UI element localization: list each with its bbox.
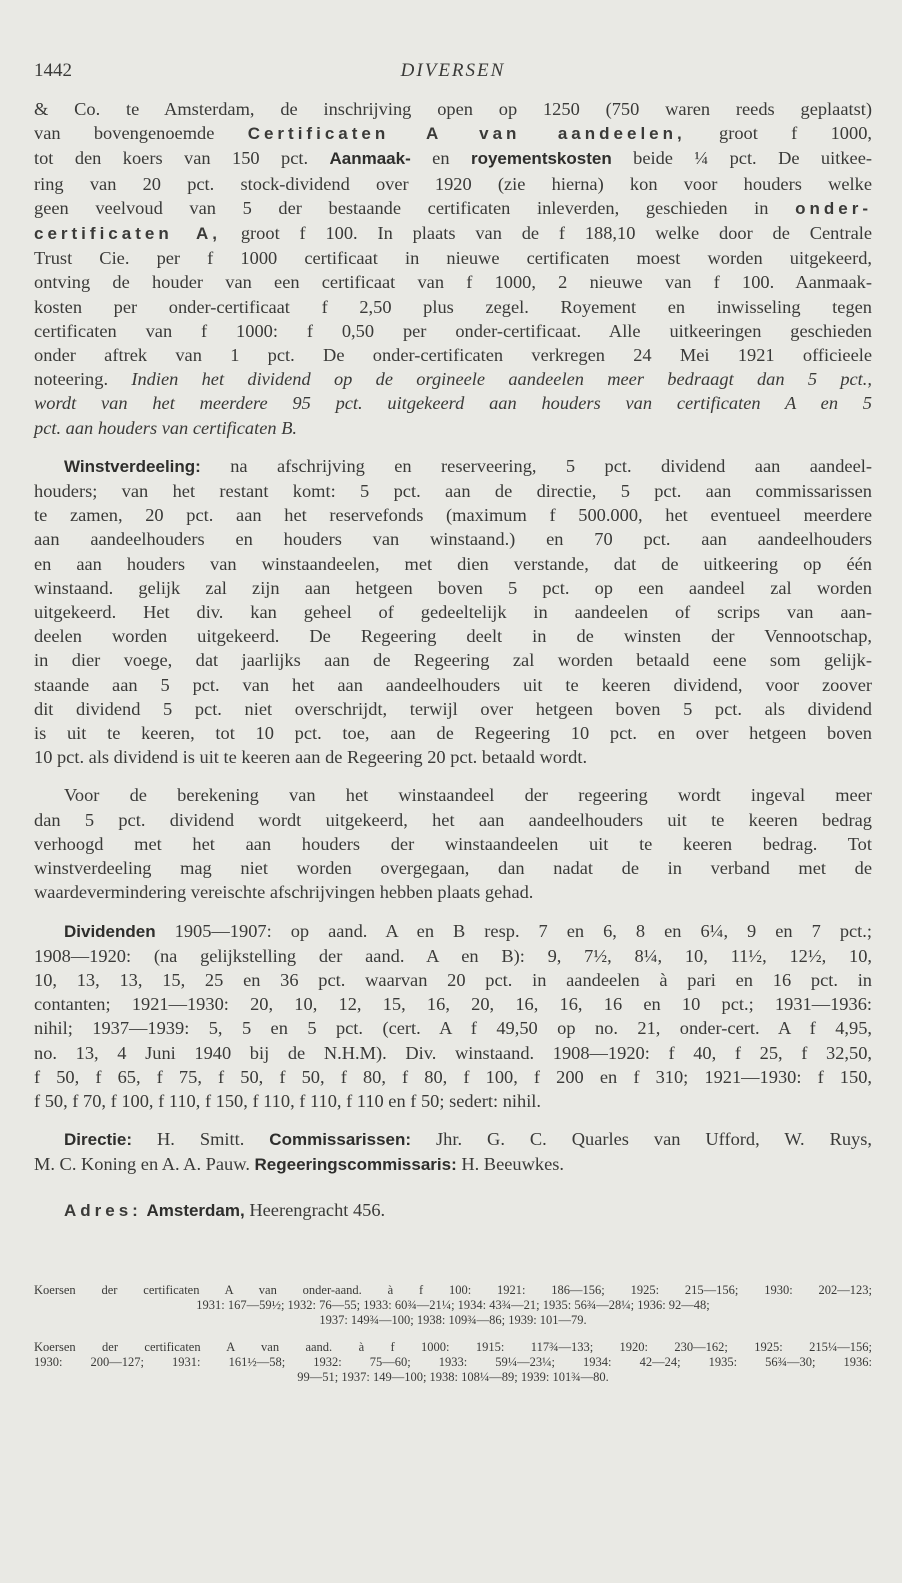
page-number: 1442 [34, 60, 72, 81]
text-span: M. C. Koning en A. A. Pauw. [34, 1154, 255, 1175]
page-header [34, 60, 872, 90]
text-line [34, 1152, 872, 1177]
text-line: no. 13, 4 Juni 1940 bij de N.H.M). Div. winstaand. 1908—1920: f 40, f 25, f 32,50, [34, 1042, 872, 1063]
text-span: na afschrijving en reserveering, 5 pct. dividend aan aandeel- [200, 455, 872, 476]
text-line: winstverdeeling mag niet worden overgegaan, dan nadat de in verband met de [34, 858, 872, 879]
text-line: houders; van het restant komt: 5 pct. aan de directie, 5 pct. aan commissarissen [34, 481, 872, 502]
text-span: beide ¼ pct. De uitkee- [611, 148, 872, 169]
bold-term: Commissarissen: [269, 1130, 412, 1150]
paragraph-certificates [34, 97, 872, 440]
text-span: tot den koers van 150 pct. [34, 148, 330, 169]
bold-term: royementskosten [470, 149, 612, 169]
note-line: Koersen der certificaten A van onder-aand. à f 100: 1921: 186—156; 1925: 215—156; 1930: 202—123; [34, 1283, 872, 1297]
note-line: 99—51; 1937: 149—100; 1938: 108¼—89; 1939: 101¾—80. [297, 1370, 609, 1384]
text-line: dit dividend 5 pct. niet overschrijdt, terwijl over hetgeen boven 5 pct. als dividend [34, 698, 872, 719]
spaced-term: Certificaten A van aandeelen, [247, 124, 686, 144]
text-line: contanten; 1921—1930: 20, 10, 12, 15, 16, 20, 16, 16, 16 en 10 pct.; 1931—1936: [34, 994, 872, 1015]
note-line: Koersen der certificaten A van aand. à f 1000: 1915: 117¾—133; 1920: 230—162; 1925: 215¼—156; [34, 1340, 872, 1354]
paragraph-winstverdeeling-cont [34, 479, 872, 769]
bold-term: Amsterdam, [146, 1200, 245, 1220]
text-line: Voor de berekening van het winstaandeel der regeering wordt ingeval meer [64, 785, 872, 806]
text-line: 1908—1920: (na gelijkstelling der aand. A en B): 9, 7½, 8¼, 10, 11½, 12½, 10, [34, 945, 872, 966]
paragraph-directie-cont [34, 1152, 872, 1177]
text-line: certificaten van f 1000: f 0,50 per onder-certificaat. Alle uitkeeringen geschieden [34, 320, 872, 341]
spaced-term: certificaten A, [34, 224, 222, 244]
italic-text: Indien het dividend op de orgineele aandeelen meer bedraagt dan 5 pct., [131, 369, 872, 390]
text-line: & Co. te Amsterdam, de inschrijving open op 1250 (750 waren reeds geplaatst) [34, 99, 872, 119]
text-line: is uit te keeren, tot 10 pct. toe, aan de Regeering 10 pct. en over hetgeen boven [34, 723, 872, 744]
note-line: 1931: 167—59½; 1932: 76—55; 1933: 60¾—21¼; 1934: 43¾—21; 1935: 56¾—28¼; 1936: 92—48; [196, 1298, 710, 1312]
text-span: Jhr. G. C. Quarles van Ufford, W. Ruys, [411, 1129, 873, 1150]
text-line: onder aftrek van 1 pct. De onder-certificaten verkregen 24 Mei 1921 officieele [34, 345, 872, 366]
text-line: nihil; 1937—1939: 5, 5 en 5 pct. (cert. A f 49,50 op no. 21, onder-cert. A f 4,95, [34, 1018, 872, 1039]
text-span: en [410, 148, 471, 169]
text-line: waardevermindering vereischte afschrijvingen hebben plaats gehad. [34, 882, 534, 903]
text-line: f 50, f 65, f 75, f 50, f 50, f 80, f 80, f 100, f 200 en f 310; 1921—1930: f 150, [34, 1066, 872, 1087]
paragraph-berekening-cont [34, 808, 872, 905]
running-title: DIVERSEN [400, 60, 506, 81]
text-line [34, 146, 872, 171]
text-line [64, 1127, 872, 1152]
spaced-term: onder- [795, 198, 872, 218]
text-line: ring van 20 pct. stock-dividend over 1920 (zie hierna) kon voor houders welke [34, 173, 872, 194]
bold-term: Directie: [64, 1130, 133, 1150]
bold-term: Dividenden [64, 921, 156, 941]
text-line: verhoogd met het aan houders der winstaandeelen uit te keeren bedrag. Tot [34, 833, 872, 854]
text-line [34, 367, 872, 391]
note-line: 1937: 149¾—100; 1938: 109¾—86; 1939: 101—79. [319, 1313, 587, 1327]
text-span: groot f 1000, [685, 123, 872, 144]
text-line: deelen worden uitgekeerd. De Regeering deelt in de winsten der Vennootschap, [34, 626, 872, 647]
note-line: 1930: 200—127; 1931: 161½—58; 1932: 75—60; 1933: 59¼—23¼; 1934: 42—24; 1935: 56¾—30; 1936: [34, 1355, 872, 1369]
text-line: Trust Cie. per f 1000 certificaat in nieuwe certificaten moest worden uitgekeerd, [34, 248, 872, 269]
paragraph-berekening [34, 783, 872, 807]
paragraph-adres [34, 1198, 872, 1223]
text-line [34, 416, 872, 440]
spaced-term: Adres: [64, 1200, 142, 1220]
text-line [34, 121, 872, 146]
text-span: geen veelvoud van 5 der bestaande certificaten inleverden, geschieden in [34, 197, 796, 218]
text-span: van bovengenoemde [34, 123, 248, 144]
text-line [64, 454, 872, 479]
text-line: en aan houders van winstaandeelen, met dien verstande, dat de uitkeering op één [34, 553, 872, 574]
text-span: groot f 100. In plaats van de f 188,10 welke door de Centrale [221, 223, 873, 244]
text-line: ontving de houder van een certificaat van f 1000, 2 nieuwe van f 100. Aanmaak- [34, 272, 872, 293]
bold-term: Regeeringscommissaris: [254, 1155, 457, 1175]
text-line: f 50, f 70, f 100, f 110, f 150, f 110, f 110, f 110 en f 50; sedert: nihil. [34, 1090, 542, 1111]
text-line: te zamen, 20 pct. aan het reservefonds (maximum f 500.000, het eventueel meerdere [34, 505, 872, 526]
italic-text: pct. aan houders van certificaten B. [34, 417, 298, 438]
text-line [64, 919, 872, 944]
italic-text: wordt van het meerdere 95 pct. uitgekeerd aan houders van certificaten A en 5 [34, 393, 872, 414]
text-line: uitgekeerd. Het div. kan geheel of gedeeltelijk in aandeelen of scrips van aan- [34, 602, 872, 623]
text-line: dan 5 pct. dividend wordt uitgekeerd, het aan aandeelhouders uit te keeren bedrag [34, 809, 872, 830]
article-body [34, 97, 872, 1223]
text-span: 1905—1907: op aand. A en B resp. 7 en 6, 8 en 6¼, 9 en 7 pct.; [155, 920, 872, 941]
text-line [34, 221, 872, 246]
text-line: in dier voege, dat jaarlijks aan de Regeering zal worden betaald eene som gelijk- [34, 650, 872, 671]
text-line: 10 pct. als dividend is uit te keeren aan de Regeering 20 pct. betaald wordt. [34, 747, 588, 768]
bold-term: Winstverdeeling: [64, 456, 201, 476]
bold-term: Aanmaak- [329, 149, 411, 169]
footnote-certificaten [34, 1340, 872, 1385]
text-line: aan aandeelhouders en houders van winstaand.) en 70 pct. aan aandeelhouders [34, 529, 872, 550]
text-line: winstaand. gelijk zal zijn aan hetgeen boven 5 pct. op een aandeel zal worden [34, 577, 872, 598]
text-line: 10, 13, 13, 15, 25 en 36 pct. waarvan 20 pct. in aandeelen à pari en 16 pct. in [34, 969, 872, 990]
footnote-onder-certificaten [34, 1283, 872, 1328]
text-span: Heerengracht 456. [244, 1199, 386, 1220]
footnotes [34, 1283, 872, 1397]
paragraph-dividenden [34, 919, 872, 944]
text-line: kosten per onder-certificaat f 2,50 plus zegel. Royement en inwisseling tegen [34, 296, 872, 317]
text-line [64, 1198, 872, 1223]
text-span: H. Beeuwkes. [456, 1154, 564, 1175]
paragraph-dividenden-cont [34, 944, 872, 1113]
text-line [34, 391, 872, 415]
paragraph-directie [34, 1127, 872, 1152]
text-span: H. Smitt. [132, 1129, 270, 1150]
paragraph-winstverdeeling [34, 454, 872, 479]
text-line: staande aan 5 pct. van het aan aandeelhouders uit te keeren dividend, voor zoover [34, 674, 872, 695]
text-line [34, 196, 872, 221]
text-span: noteering. [34, 369, 132, 390]
